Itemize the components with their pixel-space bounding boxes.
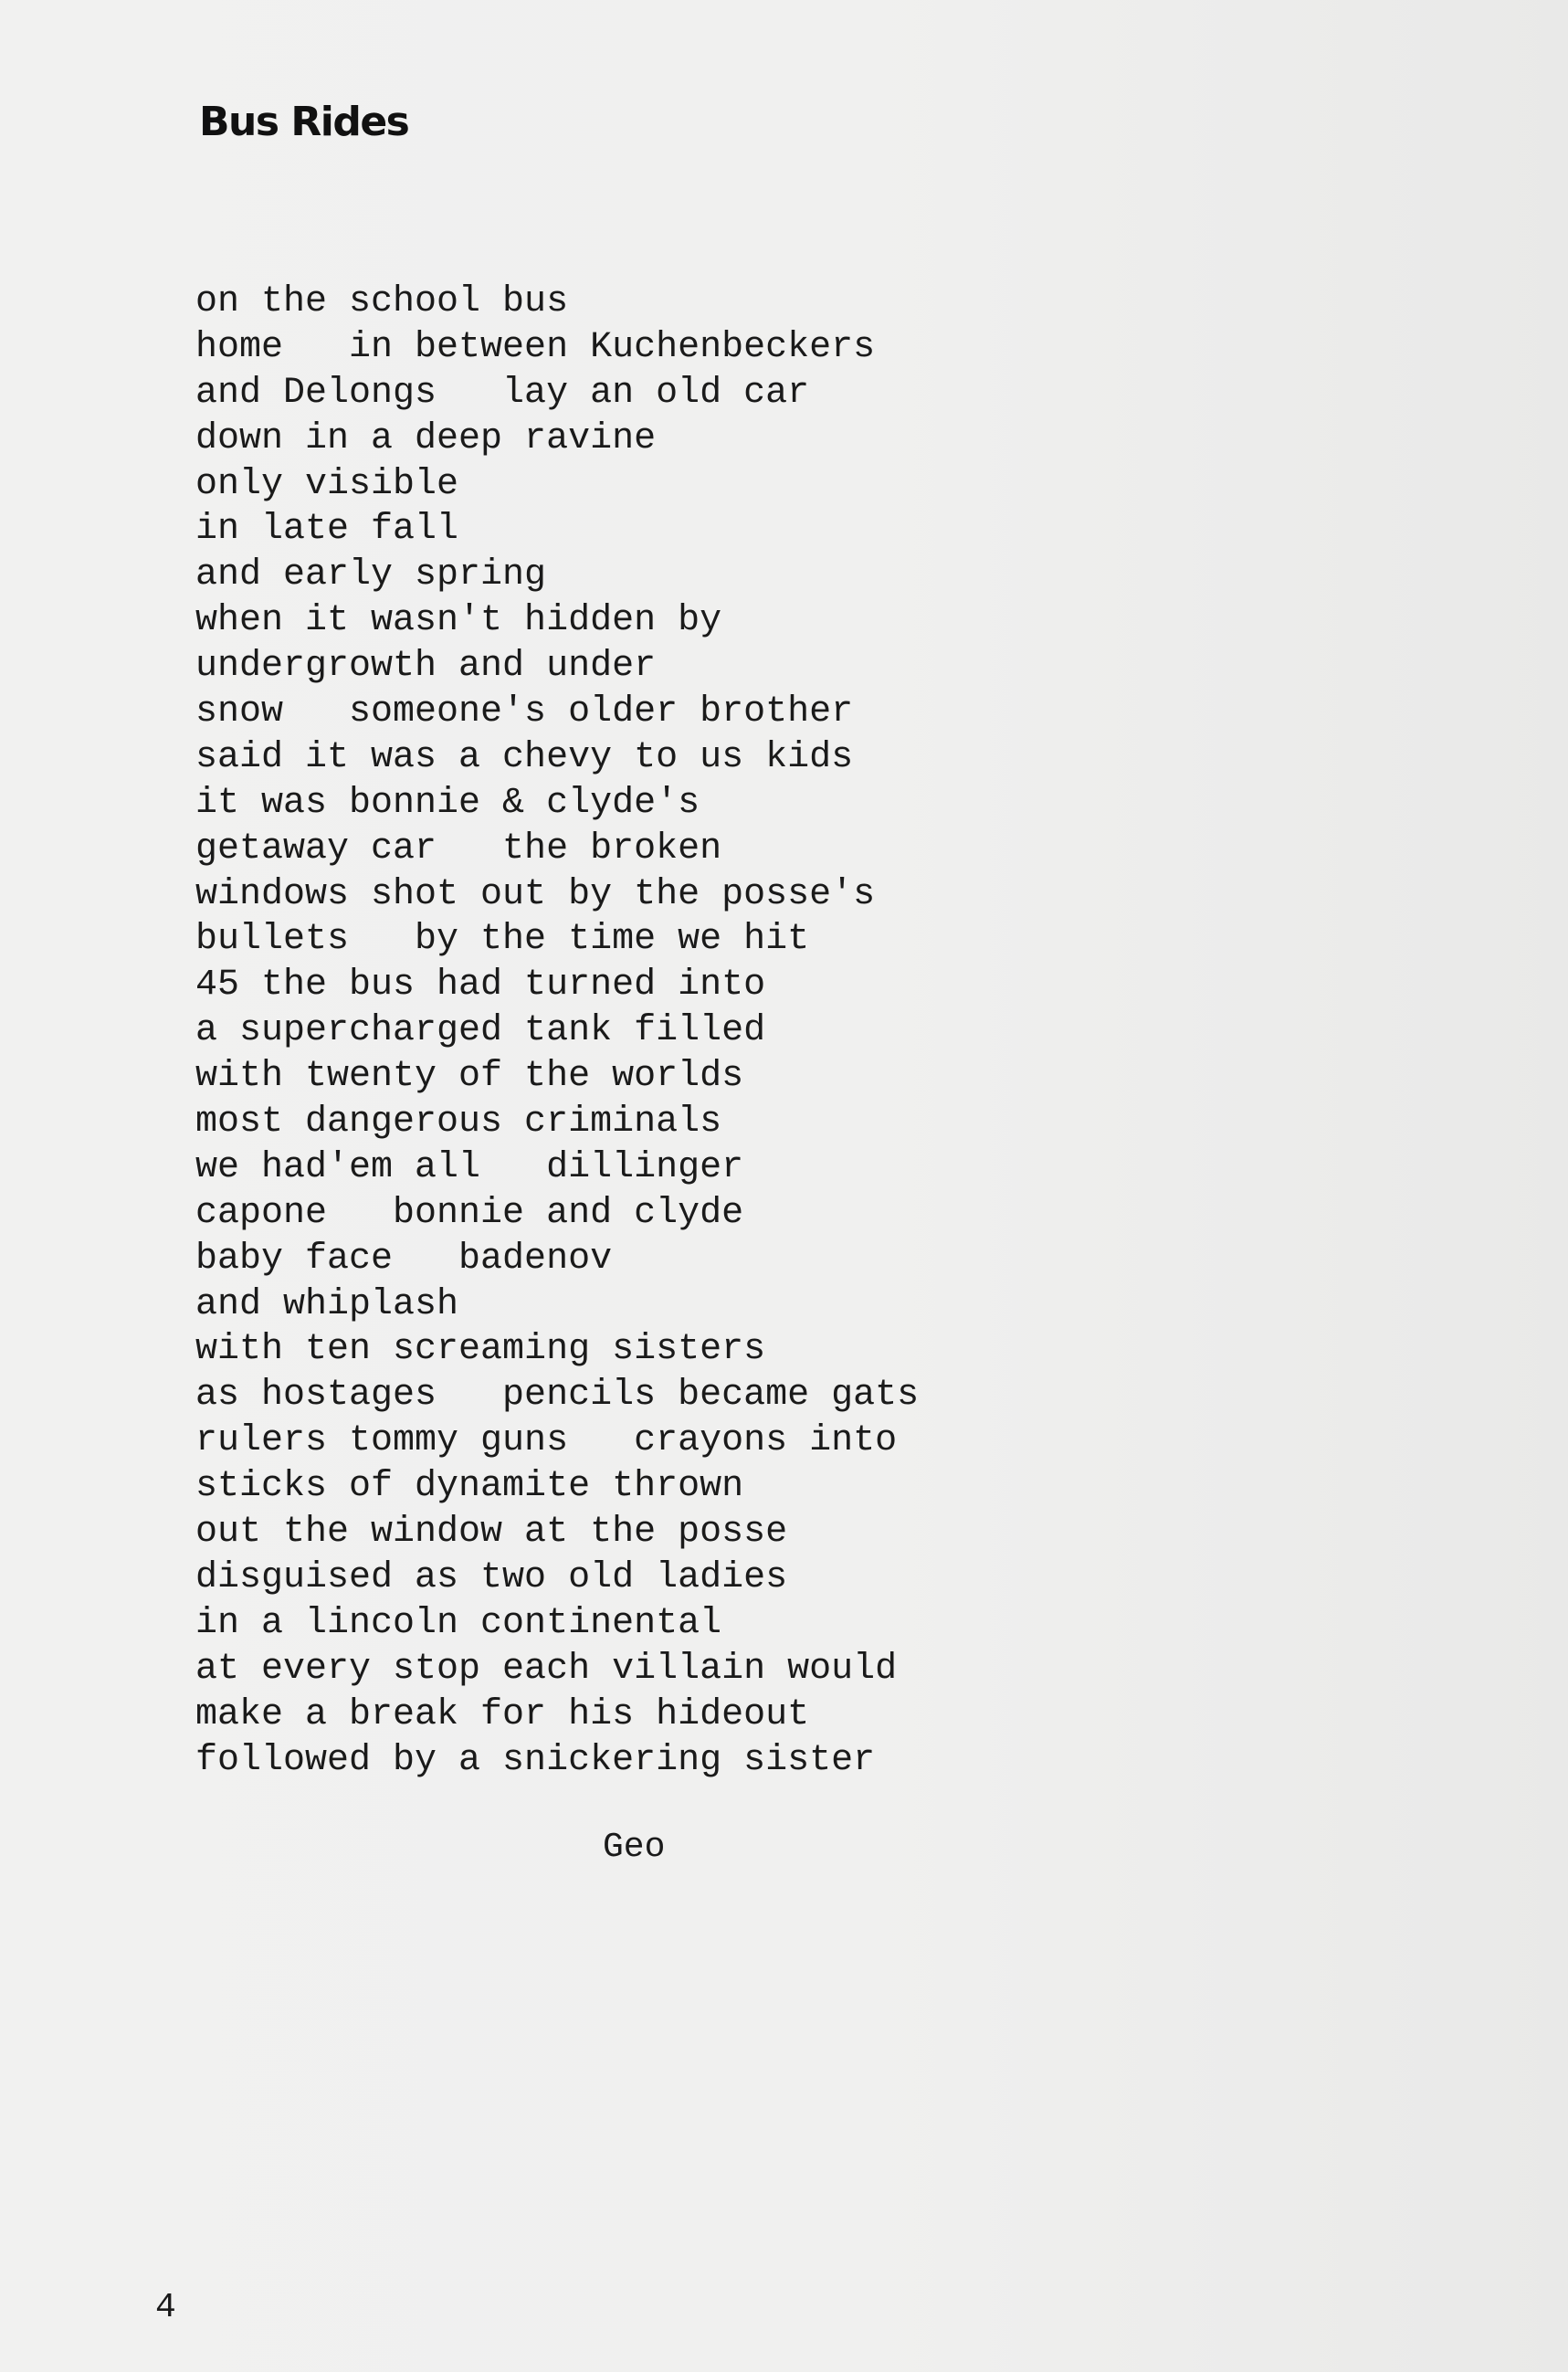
poem-line: we had'em all dillinger <box>195 1146 744 1188</box>
poem-line: at every stop each villain would <box>195 1648 898 1690</box>
poem-line: followed by a snickering sister <box>195 1739 876 1781</box>
poem-line: windows shot out by the posse's <box>195 873 876 915</box>
poem-line: when it wasn't hidden by <box>195 600 722 642</box>
poem-line: a supercharged tank filled <box>195 1010 766 1052</box>
poem-title: Bus Rides <box>199 99 409 145</box>
poem-line: only visible <box>195 463 459 505</box>
poem-line: as hostages pencils became gats <box>195 1375 920 1417</box>
poem-line: and Delongs lay an old car <box>195 372 810 414</box>
poem-line: disguised as two old ladies <box>195 1556 788 1598</box>
poem-line: sticks of dynamite thrown <box>195 1466 744 1508</box>
poem-line: undergrowth and under <box>195 646 657 688</box>
author-signature: Geo <box>603 1828 666 1867</box>
poem-line: and early spring <box>195 554 547 596</box>
poem-line: on the school bus <box>195 281 569 322</box>
poem-line: snow someone's older brother <box>195 691 854 733</box>
poem-line: in a lincoln continental <box>195 1602 722 1644</box>
poem-line: home in between Kuchenbeckers <box>195 326 876 368</box>
poem-line: down in a deep ravine <box>195 417 657 459</box>
poem-line: said it was a chevy to us kids <box>195 736 854 778</box>
poem-body <box>195 279 919 1783</box>
poem-line: with twenty of the worlds <box>195 1056 744 1098</box>
poem-line: with ten screaming sisters <box>195 1329 766 1371</box>
poem-line: rulers tommy guns crayons into <box>195 1420 898 1462</box>
poem-line: and whiplash <box>195 1283 459 1325</box>
poem-line: most dangerous criminals <box>195 1102 722 1144</box>
poem-line: make a break for his hideout <box>195 1693 810 1735</box>
poem-line: baby face badenov <box>195 1238 613 1280</box>
poem-line: in late fall <box>195 509 459 551</box>
poem-line: capone bonnie and clyde <box>195 1192 744 1234</box>
poem-line: getaway car the broken <box>195 828 722 870</box>
poem-line: 45 the bus had turned into <box>195 965 766 1007</box>
poem-line: out the window at the posse <box>195 1512 788 1554</box>
poem-line: it was bonnie & clyde's <box>195 782 700 824</box>
page-number: 4 <box>155 2288 176 2327</box>
poem-line: bullets by the time we hit <box>195 919 810 961</box>
